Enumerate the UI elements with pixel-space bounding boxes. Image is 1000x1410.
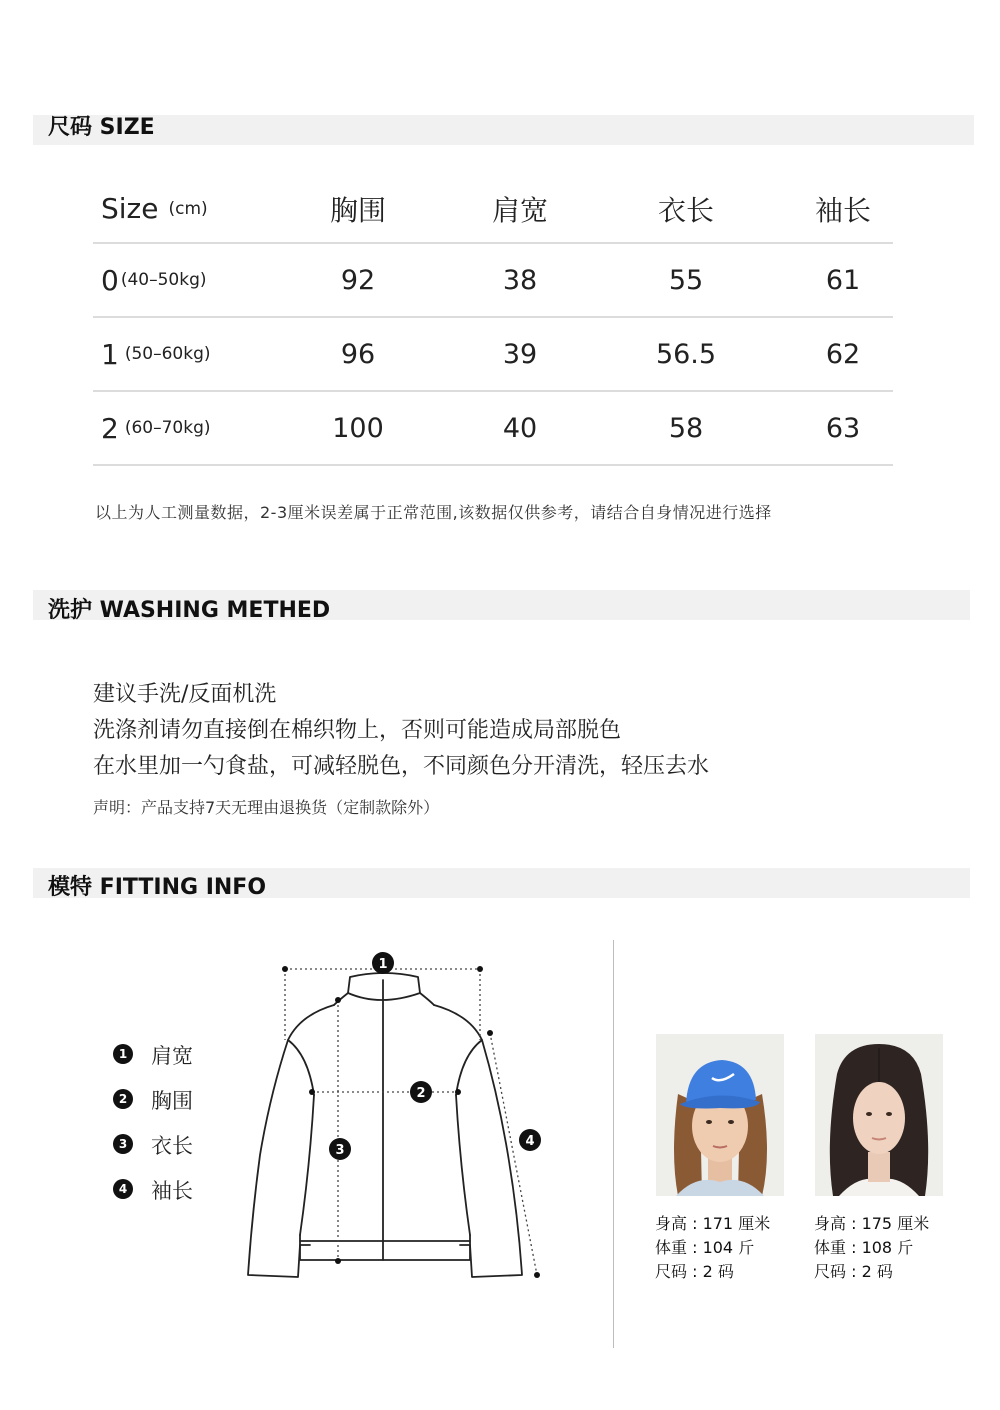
- column-header-length: 衣长: [657, 193, 714, 227]
- legend-item-chest: [113, 1085, 233, 1115]
- size-table: [93, 175, 893, 466]
- wash-instruction: 在水里加一勺食盐，可减轻脱色，不同颜色分开清洗，轻压去水: [93, 754, 710, 779]
- size-section-bar: [33, 115, 974, 145]
- table-row: [93, 318, 893, 392]
- length-value: 55: [668, 264, 704, 296]
- legend-item-sleeve: [113, 1175, 233, 1205]
- marker-4: [519, 1129, 541, 1151]
- model-size: 尺码 : 2 码: [655, 1262, 734, 1281]
- column-header-shoulder: 肩宽: [491, 193, 548, 227]
- return-policy-declaration: 声明：产品支持7天无理由退换货（定制款除外）: [93, 798, 440, 817]
- size-section-title: 尺码 SIZE: [48, 115, 155, 140]
- vertical-divider: [613, 940, 614, 1348]
- number-badge: 2: [113, 1089, 133, 1109]
- model-height: 身高 : 171 厘米: [655, 1214, 771, 1233]
- sleeve-value: 63: [825, 412, 861, 444]
- size-cell: [101, 244, 301, 316]
- legend-label: 肩宽: [151, 1044, 193, 1068]
- model-2-info: [814, 1212, 929, 1284]
- marker-3-label: 3: [335, 1143, 345, 1158]
- size-cell: [101, 392, 301, 464]
- size-cell: [101, 318, 301, 390]
- marker-4-label: 4: [525, 1134, 535, 1149]
- wash-instruction: 建议手洗/反面机洗: [93, 682, 277, 707]
- legend-label: 胸围: [151, 1089, 193, 1113]
- size-value: 2: [101, 411, 119, 445]
- table-row: [93, 244, 893, 318]
- sleeve-value: 62: [825, 338, 861, 370]
- model-size: 尺码 : 2 码: [814, 1262, 893, 1281]
- table-row: [93, 392, 893, 466]
- shoulder-value: 38: [502, 264, 538, 296]
- legend-label: 袖长: [151, 1179, 193, 1203]
- length-value: 56.5: [655, 338, 717, 370]
- column-header-chest: 胸围: [329, 193, 386, 227]
- model-weight: 体重 : 104 斤: [655, 1238, 755, 1257]
- jacket-measurement-diagram: [230, 945, 560, 1295]
- marker-1: [372, 952, 394, 974]
- number-badge: 3: [113, 1134, 133, 1154]
- size-header-label: Size: [101, 192, 159, 225]
- marker-2: [410, 1081, 432, 1103]
- size-header-unit: (cm): [168, 198, 208, 219]
- marker-1-label: 1: [378, 957, 388, 972]
- size-value: 1: [101, 337, 119, 371]
- size-weight: (50–60kg): [124, 344, 211, 364]
- measurement-note: 以上为人工测量数据，2-3厘米误差属于正常范围,该数据仅供参考，请结合自身情况进行选择: [95, 503, 772, 522]
- legend-item-shoulder: [113, 1040, 233, 1070]
- size-header-cell: [101, 175, 301, 242]
- marker-3: [329, 1138, 351, 1160]
- number-badge: 4: [113, 1179, 133, 1199]
- size-table-header: [93, 175, 893, 244]
- model-height: 身高 : 175 厘米: [814, 1214, 930, 1233]
- washing-section-title: 洗护 WASHING METHED: [48, 598, 331, 623]
- legend-label: 衣长: [151, 1134, 193, 1158]
- wash-instruction: 洗涤剂请勿直接倒在棉织物上，否则可能造成局部脱色: [93, 718, 622, 743]
- model-1-info: [655, 1212, 770, 1284]
- size-weight: (60–70kg): [124, 418, 211, 438]
- shoulder-value: 39: [502, 338, 538, 370]
- chest-value: 100: [332, 412, 384, 444]
- model-2-photo: [815, 1034, 943, 1196]
- length-value: 58: [668, 412, 704, 444]
- size-weight: (40–50kg): [120, 270, 207, 290]
- model-weight: 体重 : 108 斤: [814, 1238, 914, 1257]
- legend-item-length: [113, 1130, 233, 1160]
- marker-2-label: 2: [416, 1086, 426, 1101]
- shoulder-value: 40: [502, 412, 538, 444]
- model-1-photo: [656, 1034, 784, 1196]
- fitting-section-title: 模特 FITTING INFO: [48, 875, 267, 900]
- chest-value: 92: [340, 264, 376, 296]
- column-header-sleeve: 袖长: [814, 193, 871, 227]
- number-badge: 1: [113, 1044, 133, 1064]
- chest-value: 96: [340, 338, 376, 370]
- sleeve-value: 61: [825, 264, 861, 296]
- size-value: 0: [101, 263, 119, 297]
